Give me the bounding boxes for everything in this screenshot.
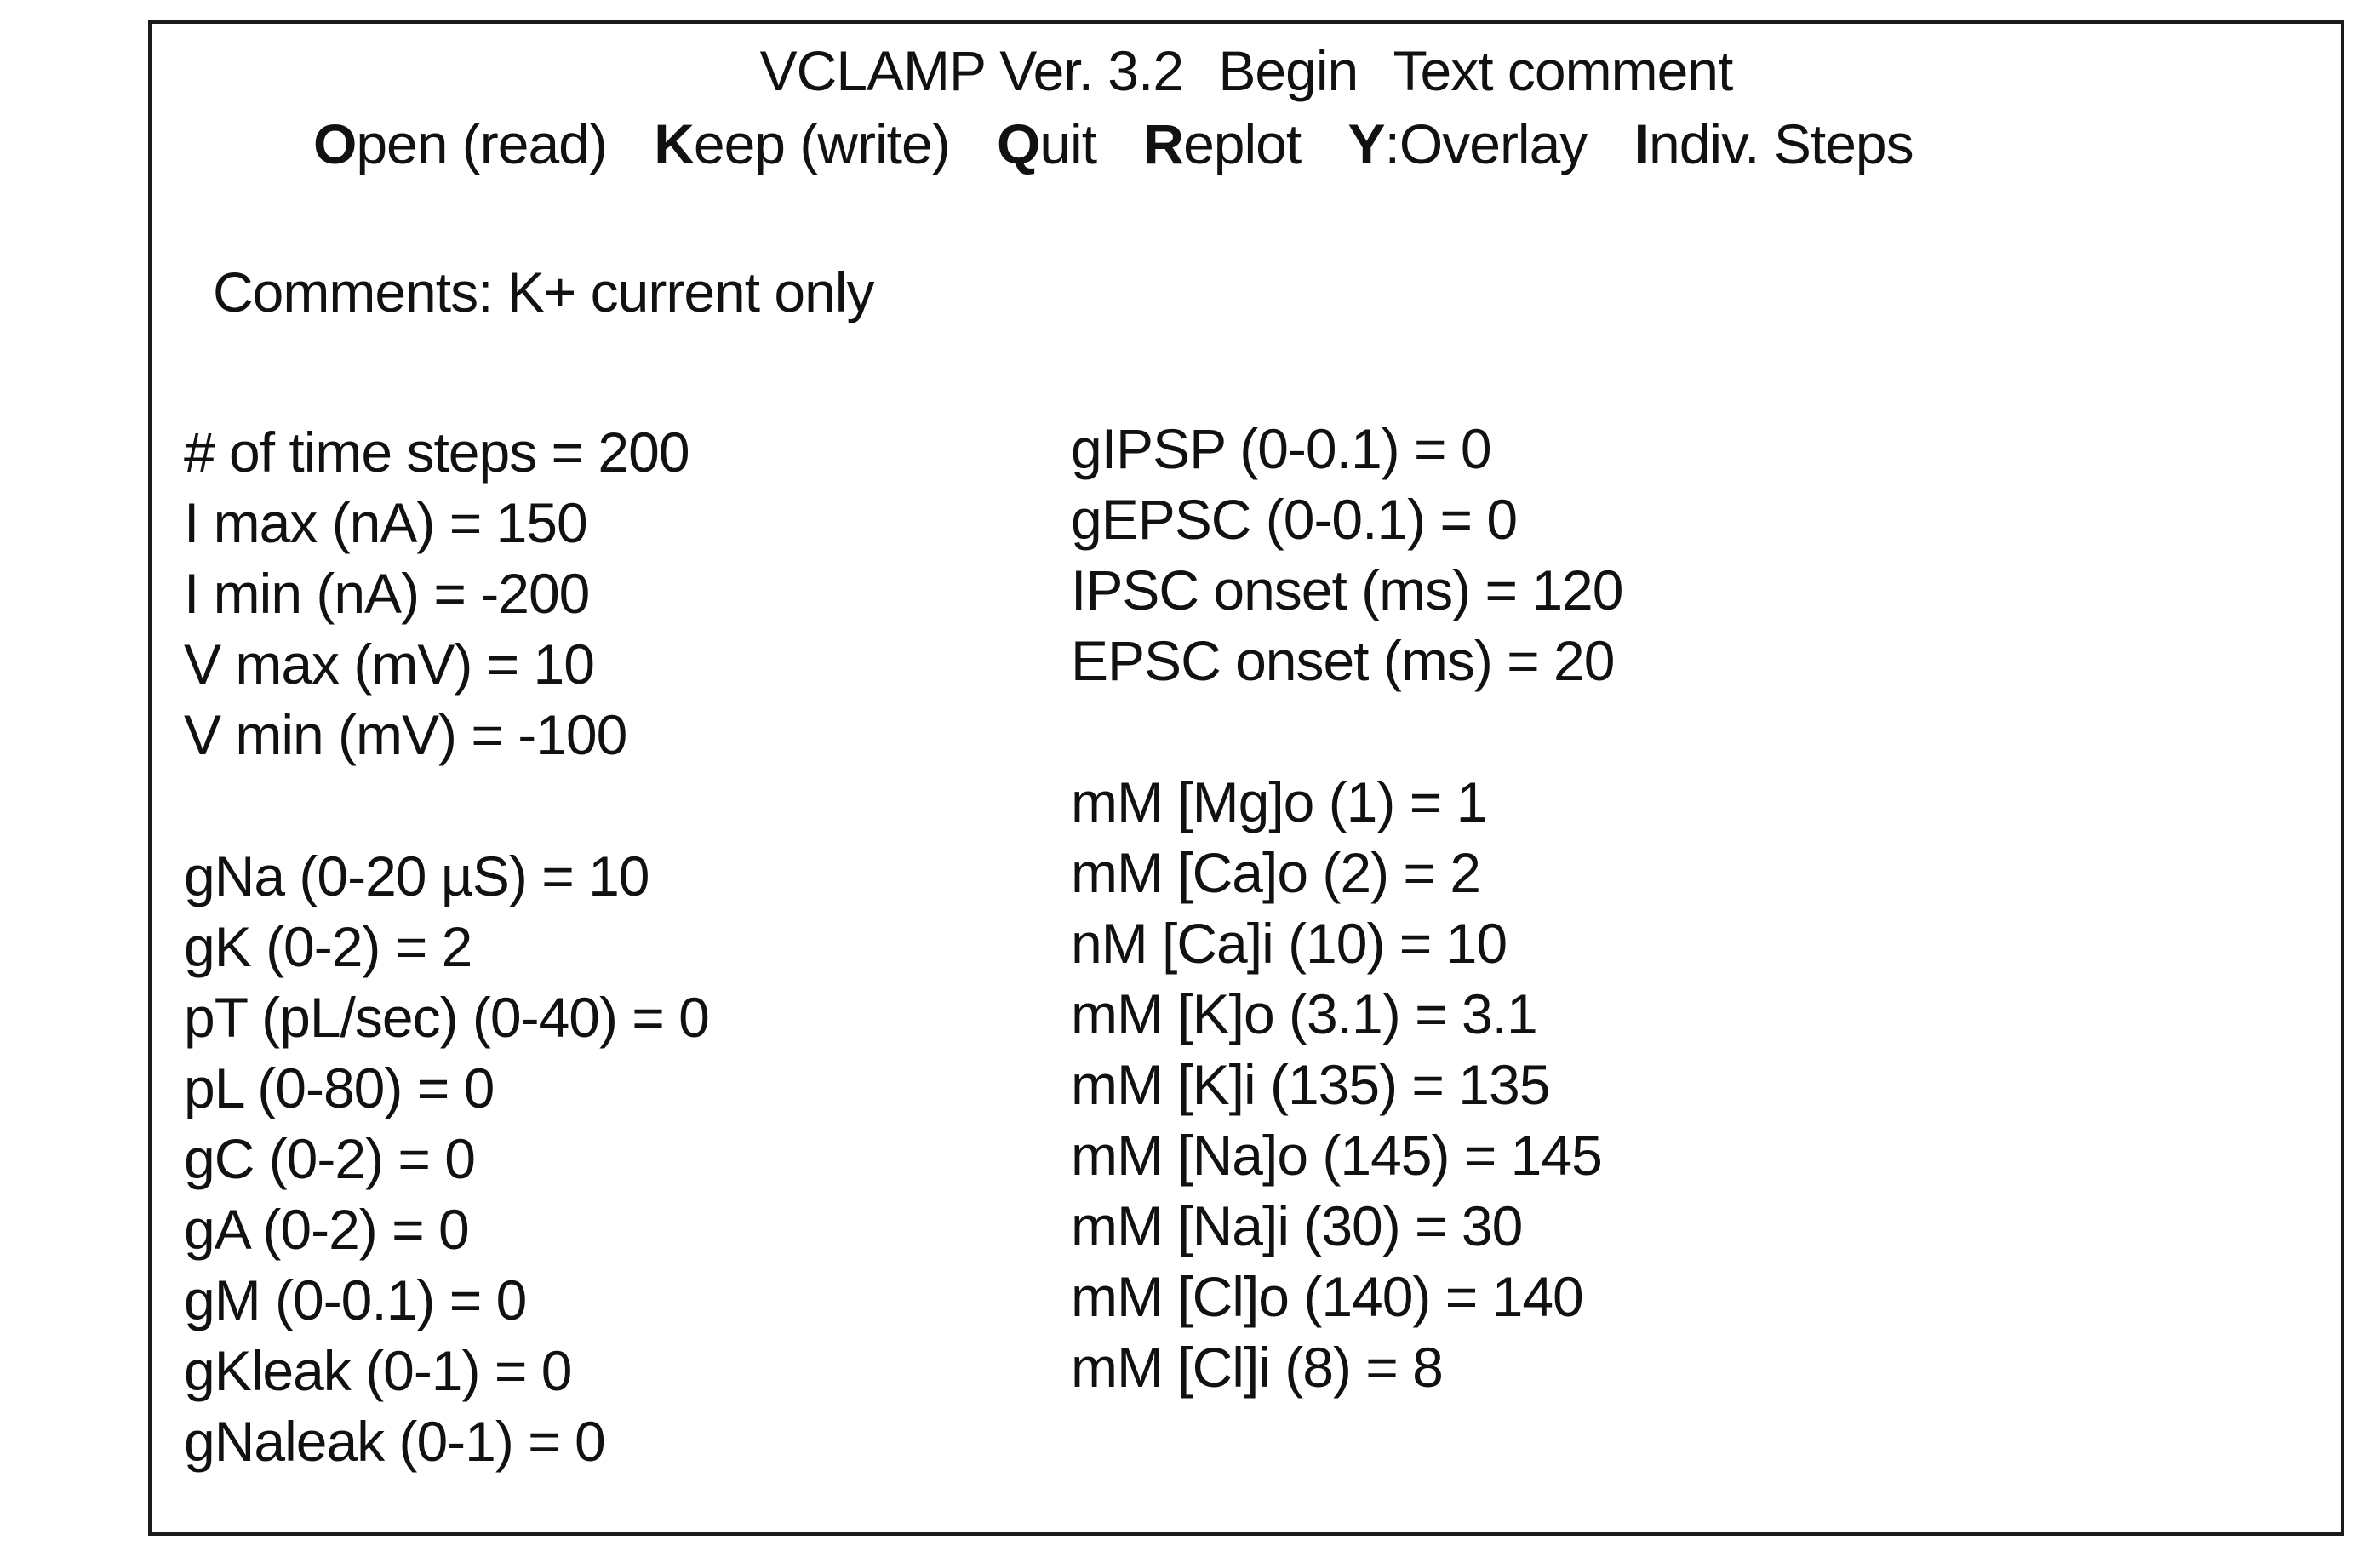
vclamp-window	[148, 20, 2344, 1536]
param-p-t[interactable]: pT (pL/sec) (0-40) = 0	[184, 986, 709, 1049]
param-ca-o[interactable]: mM [Ca]o (2) = 2	[1071, 841, 1480, 904]
param-g-ipsp[interactable]: gIPSP (0-0.1) = 0	[1071, 417, 1491, 480]
replot-label: eplot	[1183, 112, 1302, 175]
param-cl-o[interactable]: mM [Cl]o (140) = 140	[1071, 1265, 1583, 1328]
keep-write-button[interactable]	[654, 112, 950, 175]
spacer	[1071, 696, 1622, 767]
keep-label: eep (write)	[693, 112, 950, 175]
param-mg-o[interactable]: mM [Mg]o (1) = 1	[1071, 770, 1487, 833]
param-g-m[interactable]: gM (0-0.1) = 0	[184, 1268, 527, 1331]
menu-bar	[313, 112, 1946, 175]
open-label: pen (read)	[356, 112, 607, 175]
open-hotkey: O	[313, 112, 357, 175]
param-g-naleak[interactable]: gNaleak (0-1) = 0	[184, 1410, 605, 1473]
param-g-k[interactable]: gK (0-2) = 2	[184, 915, 472, 978]
quit-button[interactable]	[996, 112, 1097, 175]
param-time-steps[interactable]: # of time steps = 200	[184, 421, 689, 484]
quit-label: uit	[1039, 112, 1097, 175]
overlay-label: :Overlay	[1384, 112, 1588, 175]
comments-field[interactable]: Comments: K+ current only	[213, 260, 874, 323]
param-na-o[interactable]: mM [Na]o (145) = 145	[1071, 1124, 1602, 1187]
quit-hotkey: Q	[996, 112, 1040, 175]
title-bar	[152, 39, 2341, 102]
param-g-na[interactable]: gNa (0-20 µS) = 10	[184, 844, 649, 907]
text-comment-button[interactable]: Text comment	[1393, 39, 1733, 102]
overlay-hotkey: Y	[1347, 112, 1385, 175]
app-title: VCLAMP Ver. 3.2	[759, 39, 1184, 102]
param-g-kleak[interactable]: gKleak (0-1) = 0	[184, 1339, 572, 1402]
indiv-steps-button[interactable]	[1633, 112, 1914, 175]
spacer	[184, 770, 709, 841]
param-p-l[interactable]: pL (0-80) = 0	[184, 1056, 495, 1119]
param-v-max[interactable]: V max (mV) = 10	[184, 633, 594, 696]
replot-button[interactable]	[1143, 112, 1302, 175]
param-v-min[interactable]: V min (mV) = -100	[184, 703, 627, 766]
indiv-steps-hotkey: I	[1633, 112, 1649, 175]
overlay-button[interactable]	[1347, 112, 1588, 175]
replot-hotkey: R	[1143, 112, 1184, 175]
right-parameter-list	[1071, 414, 1622, 1403]
param-na-i[interactable]: mM [Na]i (30) = 30	[1071, 1194, 1523, 1257]
param-ca-i[interactable]: nM [Ca]i (10) = 10	[1071, 912, 1508, 975]
left-parameter-list	[184, 417, 709, 1477]
indiv-steps-label: ndiv. Steps	[1648, 112, 1914, 175]
param-i-max[interactable]: I max (nA) = 150	[184, 491, 587, 554]
param-ipsc-onset[interactable]: IPSC onset (ms) = 120	[1071, 558, 1623, 621]
param-cl-i[interactable]: mM [Cl]i (8) = 8	[1071, 1336, 1443, 1399]
param-g-epsc[interactable]: gEPSC (0-0.1) = 0	[1071, 488, 1518, 551]
keep-hotkey: K	[654, 112, 694, 175]
param-epsc-onset[interactable]: EPSC onset (ms) = 20	[1071, 629, 1615, 692]
param-k-i[interactable]: mM [K]i (135) = 135	[1071, 1053, 1550, 1116]
begin-button[interactable]: Begin	[1218, 39, 1359, 102]
param-g-a[interactable]: gA (0-2) = 0	[184, 1198, 469, 1261]
open-read-button[interactable]	[313, 112, 607, 175]
param-k-o[interactable]: mM [K]o (3.1) = 3.1	[1071, 982, 1537, 1045]
param-i-min[interactable]: I min (nA) = -200	[184, 562, 590, 625]
param-g-c[interactable]: gC (0-2) = 0	[184, 1127, 475, 1190]
